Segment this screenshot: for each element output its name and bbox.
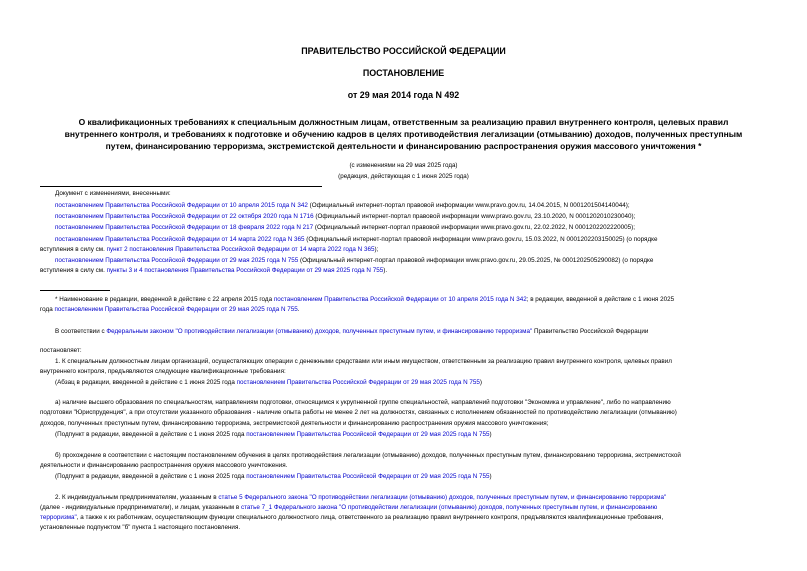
law-article-link[interactable]: статье 5 Федерального закона "О противодействии легализации (отмыванию) доходов, полученных преступным путем, и финансированию терроризма"	[218, 494, 667, 501]
amendment-link[interactable]: постановлением Правительства Российской Федерации от 29 мая 2025 года N 755	[246, 473, 490, 480]
amendment-note: (Подпункт в редакции, введенной в действие с 1 июня 2025 года постановлением Правительства Российской Федерации от 29 мая 2025 года N 755)	[55, 473, 492, 480]
paragraph-2-line: 2. К индивидуальным предпринимателям, указанным в статье 5 Федерального закона "О противодействии легализации (отмыванию) доходов, полученных преступным путем, и финансированию терроризма"	[55, 494, 667, 501]
paragraph-2-line: (далее - индивидуальные предприниматели), и лицам, указанным в статье 7_1 Федерального закона "О противодействии легализации (отмыванию) доходов, полученных преступным путем, и финансированию	[40, 504, 658, 511]
change-link[interactable]: постановлением Правительства Российской Федерации от 18 февраля 2022 года N 217	[55, 224, 314, 231]
footnote-link[interactable]: постановлением Правительства Российской Федерации от 10 апреля 2015 года N 342	[273, 296, 527, 303]
change-link[interactable]: постановлением Правительства Российской Федерации от 14 марта 2022 года N 365	[55, 236, 305, 243]
document-date-heading: от 29 мая 2014 года N 492	[347, 90, 460, 100]
change-entry-continuation: вступления в силу см. пункты 3 и 4 постановления Правительства Российской Федерации от 29 мая 2025 года N 755).	[40, 267, 388, 274]
preamble: В соответствии с Федеральным законом "О противодействии легализации (отмыванию) доходов, полученных преступным путем, и финансированию терроризма" Правительство Российской Федерации	[55, 328, 649, 335]
change-entry: постановлением Правительства Российской Федерации от 29 мая 2025 года N 755 (Официальный интернет-портал правовой информации www.pravo.gov.ru, 29.05.2025, № 0001202505290082) (о порядке	[55, 257, 654, 264]
change-link[interactable]: постановлением Правительства Российской Федерации от 22 октября 2020 года N 1716	[55, 213, 314, 220]
separator-line	[40, 186, 322, 187]
subparagraph-a-line: подготовки "Юриспруденция", а при отсутствии указанного образования - наличие опыта работы не менее 2 лет на должностях, связанных с исполнением обязанностей по противодействию легализации (отмыванию)	[40, 409, 677, 416]
amendment-link[interactable]: постановлением Правительства Российской Федерации от 29 мая 2025 года N 755	[236, 379, 480, 386]
change-entry: постановлением Правительства Российской Федерации от 14 марта 2022 года N 365 (Официальный интернет-портал правовой информации www.pravo.gov.ru, 15.03.2022, N 0001202203150025) (о порядке	[55, 236, 658, 243]
decree-word: постановляет:	[40, 347, 82, 354]
edition-note: (с изменениями на 29 мая 2025 года)	[349, 162, 458, 169]
footnote-link[interactable]: постановлением Правительства Российской Федерации от 29 мая 2025 года N 755	[54, 306, 298, 313]
issuer-heading: ПРАВИТЕЛЬСТВО РОССИЙСКОЙ ФЕДЕРАЦИИ	[301, 46, 506, 56]
subparagraph-a-line: а) наличие высшего образования по специальностям, направлениям подготовки, относящимся к укрупненной группе специальностей, направлений подготовки "Экономика и управление", либо по направлению	[55, 399, 671, 406]
document-type-heading: ПОСТАНОВЛЕНИЕ	[362, 68, 445, 78]
footnote: * Наименование в редакции, введенной в действие с 22 апреля 2015 года постановлением Правительства Российской Федерации от 10 апреля 2015 года N 342; в редакции, введенной в действие с 1 июня 2025	[55, 296, 675, 303]
change-entry-continuation: вступления в силу см. пункт 2 постановления Правительства Российской Федерации от 14 марта 2022 года N 365);	[40, 246, 379, 253]
amendment-link[interactable]: постановлением Правительства Российской Федерации от 29 мая 2025 года N 755	[246, 431, 490, 438]
change-entry: постановлением Правительства Российской Федерации от 22 октября 2020 года N 1716 (Официальный интернет-портал правовой информации www.pravo.gov.ru, 23.10.2020, N 0001202010230040);	[55, 213, 636, 220]
amendment-note: (Подпункт в редакции, введенной в действие с 1 июня 2025 года постановлением Правительства Российской Федерации от 29 мая 2025 года N 755)	[55, 431, 492, 438]
title-line: путем, финансированию терроризма, экстремистской деятельности и финансированию распространения оружия массового уничтожения *	[105, 141, 702, 151]
title-line: О квалификационных требованиях к специальным должностным лицам, ответственным за реализацию правил внутреннего контроля, целевых правил	[78, 117, 729, 127]
paragraph-2-line: установленные подпунктом "б" пункта 1 настоящего постановления.	[40, 524, 241, 531]
paragraph-2-line: терроризма", а также к их работникам, осуществляющим функции специального должностного лица, ответственного за реализацию правил внутреннего контроля, предъявляются квалификационные требования,	[40, 514, 664, 521]
title-line: внутреннего контроля, и требованиях к подготовке и обучению кадров в целях противодействия легализации (отмыванию) доходов, полученных преступным	[64, 129, 743, 139]
footnote-continuation: года постановлением Правительства Российской Федерации от 29 мая 2025 года N 755.	[40, 306, 300, 313]
change-link[interactable]: пункты 3 и 4 постановления Правительства Российской Федерации от 29 мая 2025 года N 755	[106, 267, 384, 274]
subparagraph-b-line: б) прохождение в соответствии с настоящим постановлением обучения в целях противодействия легализации (отмыванию) доходов, полученных преступным путем, финансированию терроризма, экстремистской	[55, 452, 681, 459]
subparagraph-b-line: деятельности и финансированию распространения оружия массового уничтожения.	[40, 462, 288, 469]
paragraph-1-line: 1. К специальным должностным лицам организаций, осуществляющих операции с денежными средствами или иным имуществом, ответственным за реализацию правил внутреннего контроля, целевых правил	[55, 358, 672, 365]
change-entry: постановлением Правительства Российской Федерации от 10 апреля 2015 года N 342 (Официальный интернет-портал правовой информации www.pravo.gov.ru, 14.04.2015, N 0001201504140044);	[55, 202, 630, 209]
law-article-link[interactable]: статье 7_1 Федерального закона "О противодействии легализации (отмыванию) доходов, полученных преступным путем, и финансированию	[240, 504, 658, 511]
amendment-note: (Абзац в редакции, введенной в действие с 1 июня 2025 года постановлением Правительства Российской Федерации от 29 мая 2025 года N 755)	[55, 379, 482, 386]
change-link[interactable]: постановлением Правительства Российской Федерации от 29 мая 2025 года N 755	[55, 257, 299, 264]
footnote-separator	[40, 290, 110, 291]
change-link[interactable]: пункт 2 постановления Правительства Российской Федерации от 14 марта 2022 года N 365	[106, 246, 375, 253]
subparagraph-a-line: доходов, полученных преступным путем, финансированию терроризма, экстремистской деятельности и финансированию распространения оружия массового уничтожения;	[40, 420, 549, 427]
edition-note: (редакция, действующая с 1 июня 2025 года)	[338, 173, 469, 180]
federal-law-link[interactable]: Федеральным законом "О противодействии легализации (отмыванию) доходов, полученных преступным путем, и финансированию терроризма"	[106, 328, 533, 335]
changes-intro: Документ с изменениями, внесенными:	[55, 190, 171, 197]
change-entry: постановлением Правительства Российской Федерации от 18 февраля 2022 года N 217 (Официальный интернет-портал правовой информации www.pravo.gov.ru, 22.02.2022, N 0001202202220005);	[55, 224, 635, 231]
paragraph-1-line: внутреннего контроля, предъявляются следующие квалификационные требования:	[40, 368, 286, 375]
change-link[interactable]: постановлением Правительства Российской Федерации от 10 апреля 2015 года N 342	[55, 202, 308, 209]
law-article-link[interactable]: терроризма"	[40, 514, 77, 521]
